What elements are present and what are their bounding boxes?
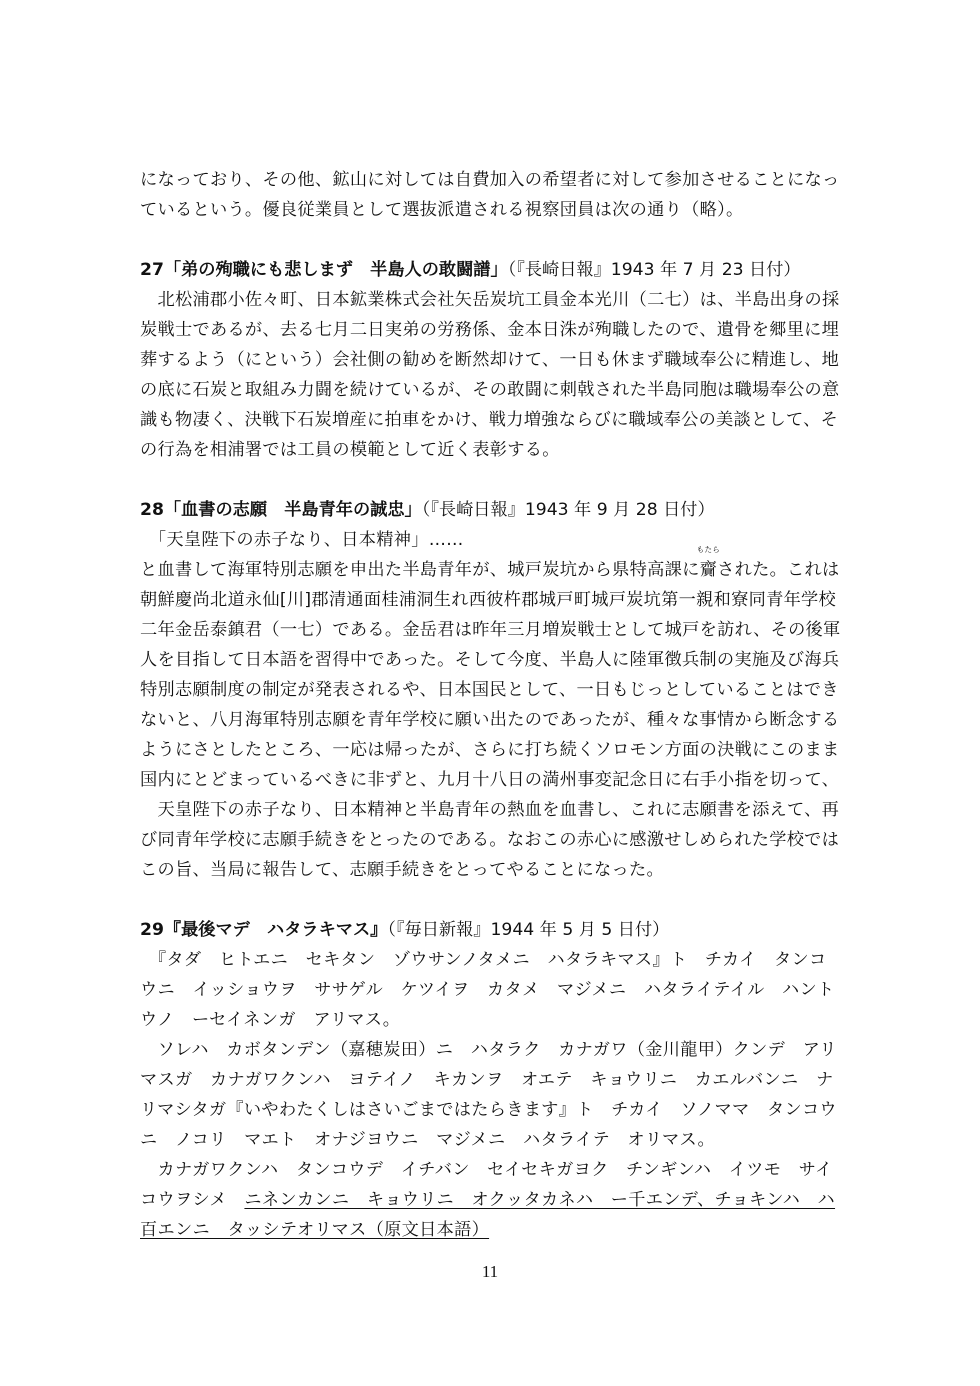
ruby-reading: もたら	[696, 545, 721, 554]
text-line: の行為を相浦署では工員の模範として近く表彰する。	[140, 440, 560, 460]
text-line: この旨、当局に報告して、志願手続きをとってやることになった。	[140, 860, 664, 880]
text-line: び同青年学校に志願手続きをとったのである。なおこの赤心に感激せしめられた学校では	[140, 830, 840, 850]
text-line: になっており、その他、鉱山に対しては自費加入の希望者に対して参加させることになっ	[140, 170, 840, 190]
text-line: 特別志願制度の制定が発表されるや、日本国民として、一日もじっとしていることはでき	[140, 680, 839, 700]
section-27-heading	[140, 255, 842, 285]
ruby-text-line	[140, 545, 842, 585]
ruby-base: 齎	[699, 560, 718, 580]
text-line: マスガ カナガワクンハ ヨテイノ キカンヲ オエテ キョウリニ カエルバンニ ナ	[140, 1070, 834, 1090]
text-line: 識も物凄く、決戦下石炭増産に拍車をかけ、戦力増強ならびに職域奉公の美談として、そ	[140, 410, 839, 430]
paragraph-gap	[140, 885, 842, 915]
quote-line: 「天皇陛下の赤子なり、日本精神」……	[140, 530, 464, 550]
text-line: ソレハ カボタンデン（嘉穂炭田）ニ ハタラク カナガワ（金川龍甲）クンデ アリ	[140, 1040, 837, 1060]
text-line: ウノ ーセイネンガ アリマス。	[140, 1010, 401, 1030]
underlined-text: ニネンカンニ キョウリニ オクッタカネハ ー千エンデ、チョキンハ ハ	[244, 1190, 836, 1210]
text-line: 二年金岳泰鎮君（一七）である。金岳君は昨年三月増炭戦士として城戸を訪れ、その後軍	[140, 620, 841, 640]
text-span: と血書して海軍特別志願を申出た半島青年が、城戸炭坑から県特高課に	[140, 560, 700, 580]
text-line: 国内にとどまっているべきに非ずと、九月十八日の満州事変記念日に右手小指を切って、	[140, 770, 840, 790]
section-29-title: 29『最後マデ ハタラキマス』	[140, 920, 388, 940]
mixed-underline-line	[140, 1185, 842, 1215]
text-line: ているという。優良従業員として選抜派遣される視察団員は次の通り（略）。	[140, 200, 744, 220]
text-line: 北松浦郡小佐々町、日本鉱業株式会社矢岳炭坑工員金本光川（二七）は、半島出身の採	[140, 290, 840, 310]
underlined-line	[140, 1215, 842, 1245]
text-line: ニ ノコリ マエト オナジヨウニ マジメニ ハタライテ オリマス。	[140, 1130, 716, 1150]
text-line: 『タダ ヒトエニ セキタン ゾウサンノタメニ ハタラキマス』ト チカイ タンコ	[140, 950, 827, 970]
underlined-text: 百エンニ タッシテオリマス（原文日本語）	[140, 1220, 490, 1240]
ruby-annotated-char	[696, 545, 721, 585]
section-29-source: （『毎日新報』1944 年 5 月 5 日付）	[387, 920, 670, 940]
text-line: 人を目指して日本語を習得中であった。そして今度、半島人に陸軍徴兵制の実施及び海兵	[140, 650, 840, 670]
text-line: 炭戦士であるが、去る七月二日実弟の労務係、金本日洙が殉職したので、遺骨を郷里に埋	[140, 320, 840, 340]
text-line: ウニ イッショウヲ ササゲル ケツイヲ カタメ マジメニ ハタライテイル ハント	[140, 980, 835, 1000]
section-29-heading	[140, 915, 842, 945]
text-line: カナガワクンハ タンコウデ イチバン セイセキガヨク チンギンハ イツモ サイ	[140, 1160, 833, 1180]
text-line: 葬するよう（にという）会社側の勧めを断然却けて、一日も休まず職域奉公に精進し、地	[140, 350, 840, 370]
text-line: 朝鮮慶尚北道永仙[川]郡清通面桂浦洞生れ西彼杵郡城戸町城戸炭坑第一親和寮同青年学校	[140, 590, 837, 610]
document-body	[140, 165, 842, 1245]
text-line: リマシタガ『いやわたくしはさいごまではたらきます』ト チカイ ソノママ タンコウ	[140, 1100, 837, 1120]
text-span: された。これは	[717, 560, 840, 580]
page-number: 11	[481, 1262, 499, 1281]
text-line: 天皇陛下の赤子なり、日本精神と半島青年の熱血を血書し、これに志願書を添えて、再	[140, 800, 840, 820]
section-28-heading	[140, 495, 842, 525]
section-27-source: （『長崎日報』1943 年 7 月 23 日付）	[507, 260, 801, 280]
text-line: の底に石炭と取組み力闘を続けているが、その敢闘に刺戟された半島同胞は職場奉公の意	[140, 380, 840, 400]
section-28-source: （『長崎日報』1943 年 9 月 28 日付）	[421, 500, 715, 520]
text-line: ないと、八月海軍特別志願を青年学校に願い出たのであったが、種々な事情から断念する	[140, 710, 840, 730]
text-line: ようにさとしたところ、一応は帰ったが、さらに打ち続くソロモン方面の決戦にこのまま	[140, 740, 840, 760]
paragraph-gap	[140, 465, 842, 495]
section-27-title: 27「弟の殉職にも悲しまず 半島人の敢闘譜」	[140, 260, 508, 280]
text-span: コウヲシメ	[140, 1190, 245, 1210]
section-28-title: 28「血書の志願 半島青年の誠忠」	[140, 500, 422, 520]
paragraph-gap	[140, 225, 842, 255]
